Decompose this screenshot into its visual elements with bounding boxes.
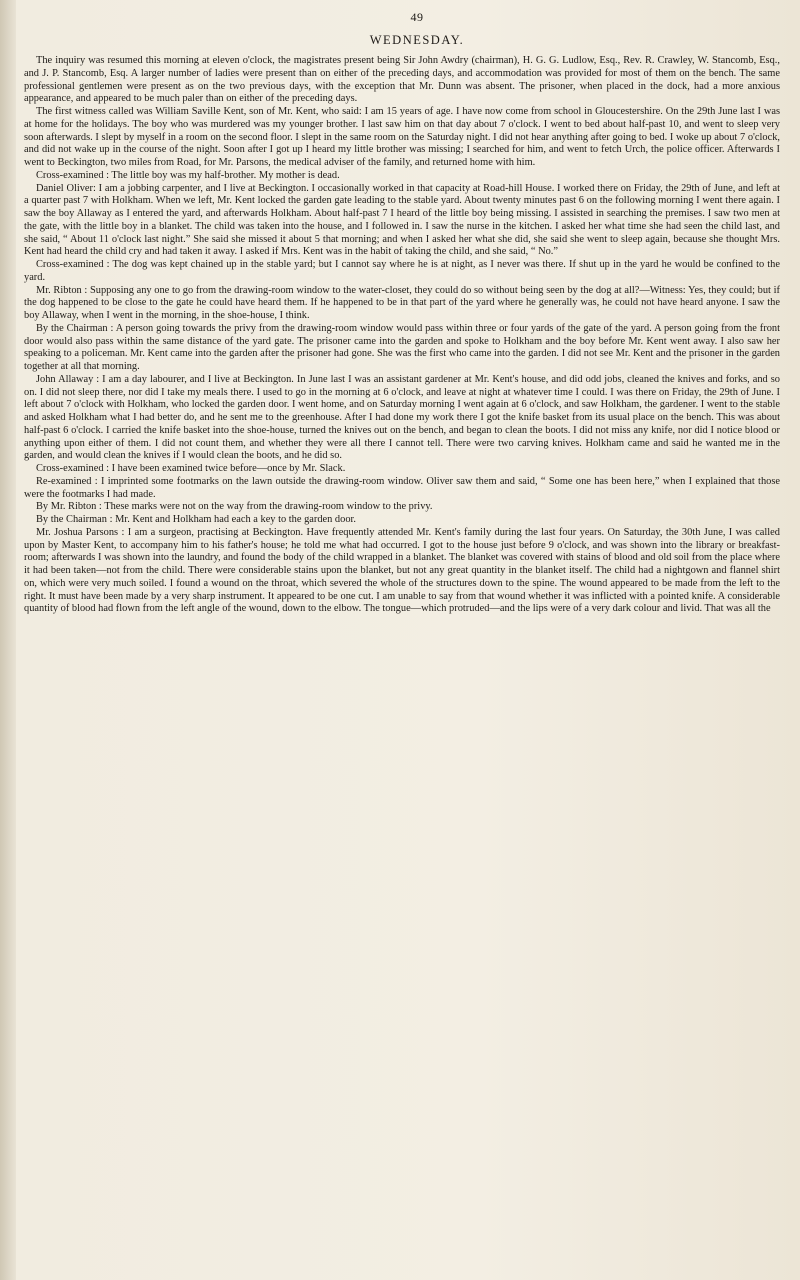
page-gutter-shadow [0,0,16,1280]
paragraph: By Mr. Ribton : These marks were not on the way from the drawing-room window to the privy. [36,501,433,513]
paragraph: Cross-examined : I have been examined twice before—once by Mr. Slack. [36,463,346,474]
paragraph: By the Chairman : A person going towards the privy from the drawing-room window would pass within three or four yards of the gate of the yard. A person going from the front door would also pass within the same distance of the yard gate. The prisoner came into the garden and spoke to Holkham and the boy before Mr. Kent went away. I also saw her speaking to a policeman. Mr. Kent came into the garden after the prisoner had gone. She was the first who came into the garden. I did not see Mr. Kent and the prisoner in the garden together at all that morning. [24,322,780,372]
paragraph: By the Chairman : Mr. Kent and Holkham had each a key to the garden door. [36,514,357,525]
paragraph: John Allaway : I am a day labourer, and I live at Beckington. In June last I was an assistant gardener at Mr. Kent's house, and did odd jobs, cleaned the knives and forks, and so on. I did not sleep there, nor did I take my meals there. I used to go in the morning at 6 o'clock, and leave at night at whatever time I could. I was there on Friday, the 29th of June. I left about 7 o'clock with Holkham, who locked the garden door. I went home, and on Saturday morning I went again at 6 o'clock, and saw Holkham, the gardener. I went to the stable and asked Holkham what I had better do, and he sent me to the greenhouse. After I had done my work there I got the knife basket from its usual place on the bench. This was about half-past 6 o'clock. I carried the knife basket into the shoe-house, turned the knives out on the bench, and began to clean the boots. I did not miss any knife, nor did I notice blood or anything upon either of them. I did not count them, and whether they were all there I cannot tell. There were two carving knives. Holkham came and said he wanted me in the garden, and would clean the knives if I would clean the boots, and he did so. [24,373,780,462]
page-content [24,10,780,616]
text-body [24,55,780,616]
page-number: 49 [410,10,424,24]
paragraph: Re-examined : I imprinted some footmarks on the lawn outside the drawing-room window. Oliver saw them and said, “ Some one has been here,” when I explained that those were the footmarks I had made. [24,475,780,500]
paragraph: The inquiry was resumed this morning at eleven o'clock, the magistrates present being Sir John Awdry (chairman), H. G. G. Ludlow, Esq., Rev. R. Crawley, W. Stancomb, Esq., and J. P. Stancomb, Esq. A larger number of ladies were present than on either of the preceding days, and accommodation was provided for most of them on the bench. The same professional gentlemen were present as on the two previous days, with the exception that Mr. Dunn was absent. The prisoner, when placed in the dock, had a more anxious appearance, and appeared to be much paler than on either of the preceding days. [24,55,780,105]
paragraph: Mr. Joshua Parsons : I am a surgeon, practising at Beckington. Have frequently attended Mr. Kent's family during the last four years. On Saturday, the 30th June, I was called upon by Master Kent, to accompany him to his father's house; he told me what had occurred. I got to the house just before 9 o'clock, and was shown into the library or breakfast-room; afterwards I was shown into the laundry, and found the body of the child wrapped in a blanket. The blanket was covered with stains of blood and old soil from the place where it had been taken—not from the child. There were considerable stains upon the blanket, but not any great quantity in the blanket itself. The child had a nightgown and flannel shirt on, which were very much soiled. I found a wound on the throat, which severed the whole of the structures down to the spine. The wound appeared to be made from the left to the right. It must have been made by a very sharp instrument. It appeared to be one cut. I am unable to say from that wound whether it was inflicted with a pointed knife. A considerable quantity of blood had flown from the left angle of the wound, down to the elbow. The tongue—which protruded—and the lips were of a very dark colour and livid. That was all the [24,526,780,615]
paragraph: Cross-examined : The little boy was my half-brother. My mother is dead. [36,169,340,181]
section-heading: WEDNESDAY. [369,33,465,47]
paragraph: Cross-examined : The dog was kept chained up in the stable yard; but I cannot say where he is at night, as I never was there. If shut up in the yard he would be confined to the yard. [24,259,780,283]
paragraph: Mr. Ribton : Supposing any one to go from the drawing-room window to the water-closet, they could do so without being seen by the dog at all?—Witness: Yes, they could; but if the dog happened to be close to the gate he could have heard them. If he happened to be in that part of the yard where he generally was, he could not have heard anyone. I saw the boy Allaway, when I went in the morning, in the shoe-house, I think. [24,284,780,321]
paragraph: Daniel Oliver: I am a jobbing carpenter, and I live at Beckington. I occasionally worked in that capacity at Road-hill House. I worked there on Friday, the 29th of June, and left at a quarter past 7 with Holkham. When we left, Mr. Kent locked the garden gate leading to the stable yard. About twenty minutes past 6 on the following morning I went there again. I saw the boy Allaway as I entered the yard, and afterwards Holkham. About half-past 7 I heard of the little boy being missing. I assisted in searching the premises. I saw two men at the gate, with the little boy in a blanket. The child was taken into the house, and I followed in. I saw the nurse in the kitchen. I asked her what time she had seen the child last, and she said, “ About 11 o'clock last night.” She said she missed it about 5 that morning; and when I asked her what she did, she said she went to sleep again, because she thought Mrs. Kent had heard the child cry and had taken it away. I asked if Mrs. Kent was in the habit of taking the child, and she said, “ No.” [24,182,780,258]
paragraph: The first witness called was William Saville Kent, son of Mr. Kent, who said: I am 15 years of age. I have now come from school in Gloucestershire. On the 29th June last I was at home for the holidays. The boy who was murdered was my younger brother. I last saw him on that day about 7 o'clock. I went to bed about half-past 10, and went to sleep very soon afterwards. I slept by myself in a room on the second floor. I slept in the same room on the Saturday night. I did not hear anything after going to bed. I woke up about 7 o'clock, and did not wake up in the course of the night. Soon after I got up I heard my little brother was missing; I searched for him, and went to fetch Urch, the police officer. Afterwards I went to Beckington, two miles from Road, for Mr. Parsons, the medical adviser of the family, and returned home with him. [24,106,780,168]
